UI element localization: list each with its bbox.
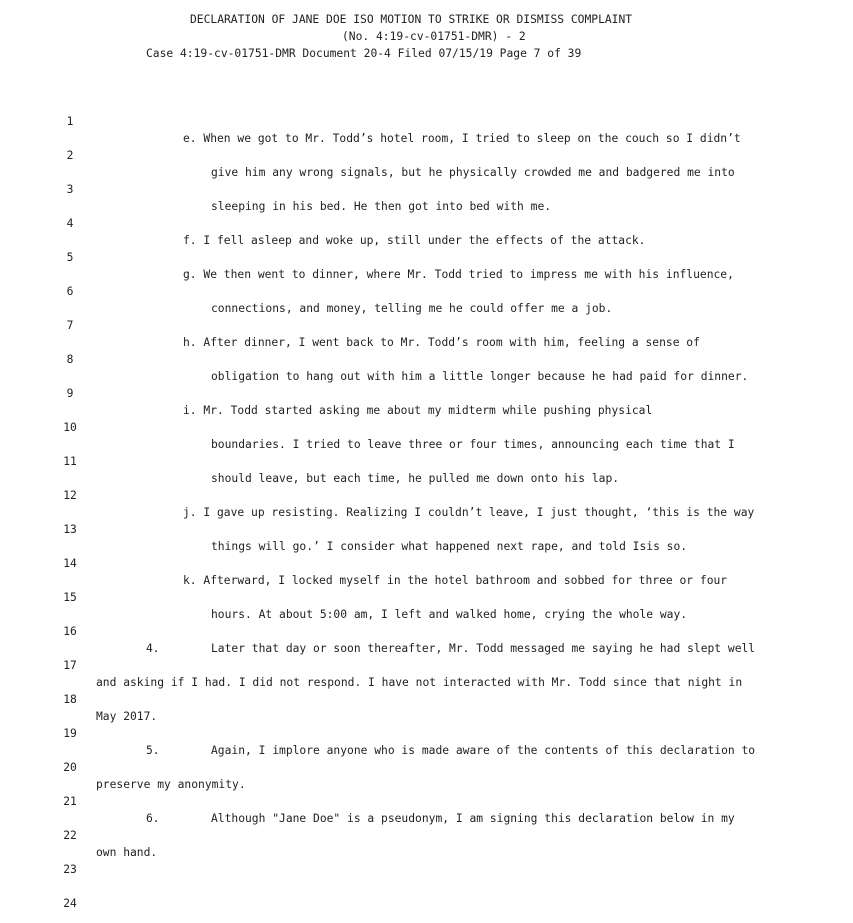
paragraph-5-number: 5. <box>146 744 160 757</box>
line-number: 17 <box>63 659 77 672</box>
line-number: 4 <box>66 217 74 230</box>
item-k-line-2: hours. At about 5:00 am, I left and walked home, crying the whole way. <box>211 608 688 621</box>
item-e-line-1: e. When we got to Mr. Todd’s hotel room, I tried to sleep on the couch so I didn’t <box>183 132 741 145</box>
item-k-line-1: k. Afterward, I locked myself in the hotel bathroom and sobbed for three or four <box>183 574 728 587</box>
line-number: 12 <box>63 489 77 502</box>
line-number: 14 <box>63 557 77 570</box>
line-number: 3 <box>66 183 74 196</box>
line-number: 16 <box>63 625 77 638</box>
paragraph-4-line-2: and asking if I had. I did not respond. I have not interacted with Mr. Todd since that night in <box>96 676 743 689</box>
item-f-line-1: f. I fell asleep and woke up, still under the effects of the attack. <box>183 234 646 247</box>
item-e-line-3: sleeping in his bed. He then got into bed with me. <box>211 200 552 213</box>
line-number: 11 <box>63 455 77 468</box>
item-j-line-1: j. I gave up resisting. Realizing I couldn’t leave, I just thought, ‘this is the way <box>183 506 755 519</box>
paragraph-6-line-2: own hand. <box>96 846 158 859</box>
line-number: 21 <box>63 795 77 808</box>
item-i-line-2: boundaries. I tried to leave three or four times, announcing each time that I <box>211 438 735 451</box>
paragraph-4-number: 4. <box>146 642 160 655</box>
line-number: 19 <box>63 727 77 740</box>
line-number: 7 <box>66 319 74 332</box>
paragraph-4-line-3: May 2017. <box>96 710 158 723</box>
line-number: 8 <box>66 353 74 366</box>
item-g-line-1: g. We then went to dinner, where Mr. Todd tried to impress me with his influence, <box>183 268 734 281</box>
item-j-line-2: things will go.’ I consider what happened next rape, and told Isis so. <box>211 540 688 553</box>
line-number: 1 <box>66 115 74 128</box>
paragraph-5-line-1: Again, I implore anyone who is made aware of the contents of this declaration to <box>211 744 756 757</box>
line-number: 2 <box>66 149 74 162</box>
item-h-line-1: h. After dinner, I went back to Mr. Todd’s room with him, feeling a sense of <box>183 336 700 349</box>
item-e-line-2: give him any wrong signals, but he physically crowded me and badgered me into <box>211 166 735 179</box>
item-i-line-3: should leave, but each time, he pulled me down onto his lap. <box>211 472 620 485</box>
document-title: DECLARATION OF JANE DOE ISO MOTION TO STRIKE OR DISMISS COMPLAINT <box>190 13 633 26</box>
line-number: 5 <box>66 251 74 264</box>
item-g-line-2: connections, and money, telling me he could offer me a job. <box>211 302 613 315</box>
paragraph-6-line-1: Although "Jane Doe" is a pseudonym, I am signing this declaration below in my <box>211 812 735 825</box>
line-number: 20 <box>63 761 77 774</box>
line-number: 23 <box>63 863 77 876</box>
item-i-line-1: i. Mr. Todd started asking me about my midterm while pushing physical <box>183 404 653 417</box>
paragraph-4-line-1: Later that day or soon thereafter, Mr. Todd messaged me saying he had slept well <box>211 642 756 655</box>
item-h-line-2: obligation to hang out with him a little longer because he had paid for dinner. <box>211 370 749 383</box>
line-number: 10 <box>63 421 77 434</box>
line-number: 22 <box>63 829 77 842</box>
paragraph-6-number: 6. <box>146 812 160 825</box>
line-number: 24 <box>63 897 77 910</box>
paragraph-5-line-2: preserve my anonymity. <box>96 778 246 791</box>
line-number: 13 <box>63 523 77 536</box>
line-number: 6 <box>66 285 74 298</box>
line-number: 15 <box>63 591 77 604</box>
filing-stamp: Case 4:19-cv-01751-DMR Document 20-4 Filed 07/15/19 Page 7 of 39 <box>146 47 582 60</box>
case-reference: (No. 4:19-cv-01751-DMR) - 2 <box>342 30 526 43</box>
line-number: 9 <box>66 387 74 400</box>
line-number: 18 <box>63 693 77 706</box>
